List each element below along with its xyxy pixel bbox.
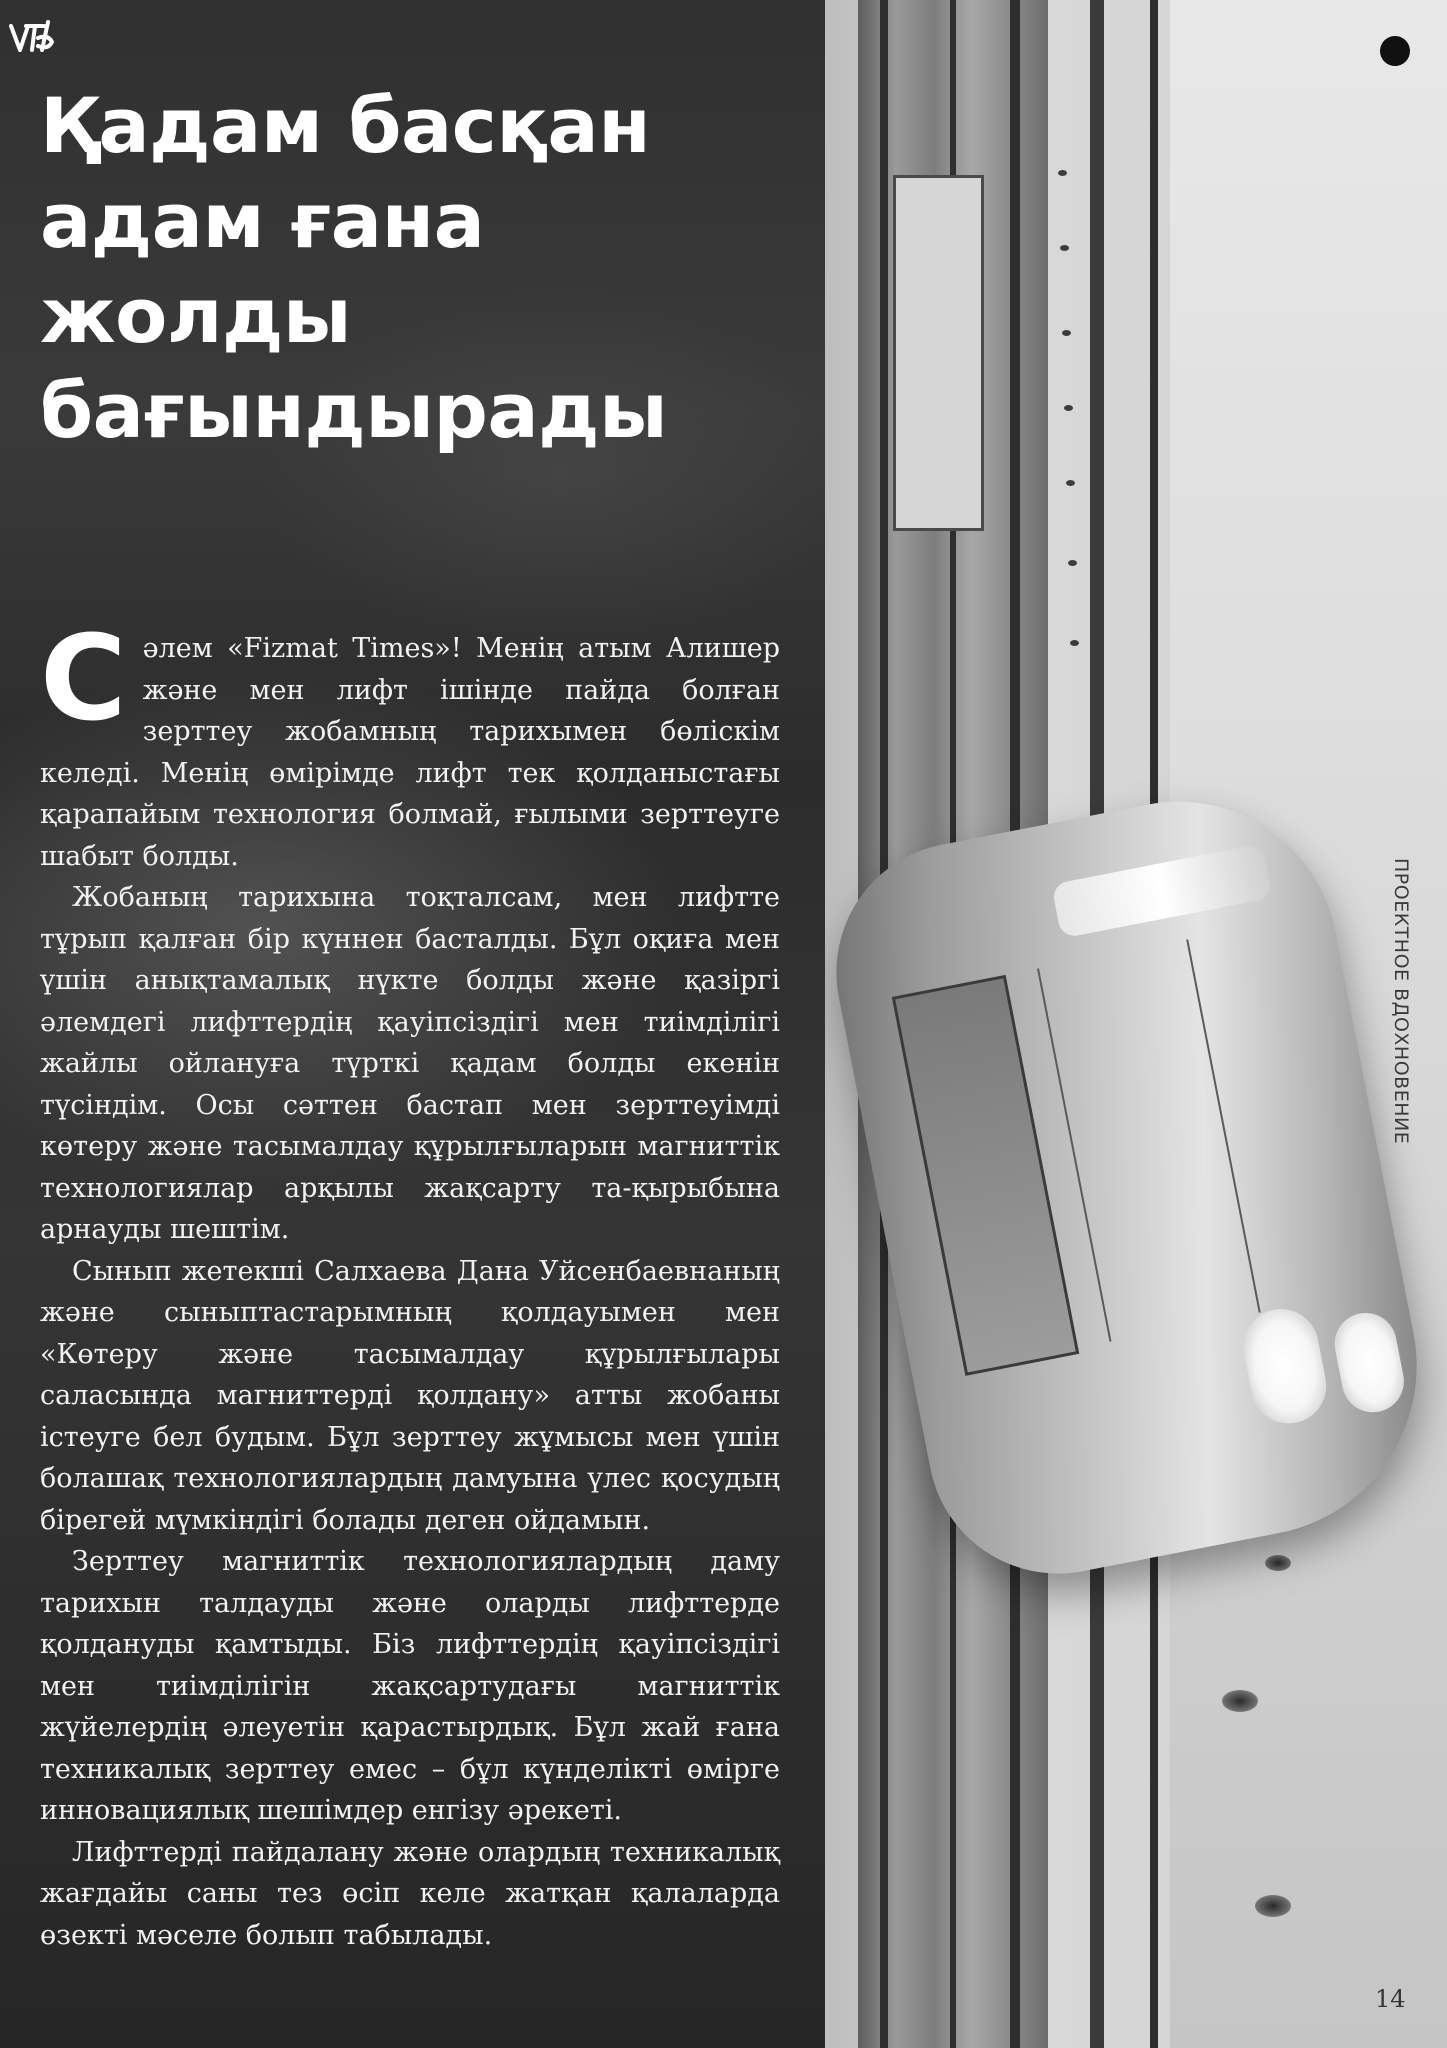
article-paragraph	[40, 609, 780, 877]
headline-line: бағындырады	[40, 366, 668, 455]
wall-bolt	[1062, 330, 1071, 336]
magazine-logo-icon	[8, 16, 54, 56]
page-number: 14	[1375, 1985, 1406, 2013]
headline-line: жолды	[40, 271, 352, 360]
paragraph-text: әлем «Fizmat Times»! Менің атым Алишер және мен лифт ішінде пайда болған зерттеу жобамның тарихымен бөліскім келеді. Менің өмірімде лифт тек қолданыстағы қарапайым технология болмай, ғылыми зерттеуге шабыт болды.	[40, 633, 780, 872]
cabin-light	[1237, 1303, 1333, 1430]
section-label: ПРОЕКТНОЕ ВДОХНОВЕНИЕ	[1390, 858, 1412, 1145]
article-paragraph: Зерттеу магниттік технологиялардың даму тарихын талдауды және оларды лифттерде қолдануды қамтыды. Біз лифттердің қауіпсіздігі мен тиімділігін жақсартудағы магниттік жүйелердің әлеуетін қарастырдық. Бұл жай ғана техникалық зерттеу емес – бұл күнделікті өмірге инновациялық шешімдер енгізу әрекеті.	[40, 1546, 780, 1826]
cabin-light	[1329, 1308, 1409, 1418]
wall-hole	[1255, 1895, 1291, 1917]
wall-bolt	[1066, 480, 1075, 486]
wall-bolt	[1070, 640, 1079, 646]
wall-hole	[1265, 1555, 1291, 1571]
article-paragraph: Сынып жетекші Салхаева Дана Уйсенбаевнаның және сыныптастарымның қолдауымен мен «Көтеру және тасымалдау құрылғылары саласында магниттерді қолдану» атты жобаны істеуге бел будым. Бұл зерттеу жұмысы мен үшін болашақ технологиялардың дамуына үлес қосудың бірегей мүмкіндігі болады деген ойдамын.	[40, 1255, 780, 1536]
headline-line: Қадам басқан	[40, 81, 651, 170]
headline-line: адам ғана	[40, 176, 485, 265]
article-body	[40, 609, 780, 1956]
wall-bolt	[1060, 245, 1069, 251]
article-paragraph: Лифттерді пайдалану және олардың техникалық жағдайы саны тез өсіп келе жатқан қалаларда өзекті мәселе болып табылады.	[40, 1836, 780, 1951]
article-paragraph: Жобаның тарихына тоқталсам, мен лифтте тұрып қалған бір күннен басталды. Бұл оқиға мен үшін анықтамалық нүкте болды және қазіргі әлемдегі лифттердің қауіпсіздігі мен тиімділігі жайлы ойлануға түрткі қадам болды екенін түсіндім. Осы сәттен бастап мен зерттеуімді көтеру және тасымалдау құрылғыларын магниттік технологиялар арқылы жақсарту та-қырыбына арнауды шештім.	[40, 882, 780, 1245]
wall-bolt	[1058, 170, 1067, 176]
headline	[40, 78, 820, 458]
cabin-panel	[1037, 939, 1261, 1341]
drop-cap: С	[40, 609, 127, 747]
wall-bolt	[1064, 405, 1073, 411]
shaft-panel	[893, 175, 984, 531]
wall-hole	[1222, 1690, 1258, 1712]
wall-bolt	[1068, 560, 1077, 566]
cabin-top-window	[1051, 843, 1273, 938]
corner-dot-icon	[1380, 36, 1410, 66]
